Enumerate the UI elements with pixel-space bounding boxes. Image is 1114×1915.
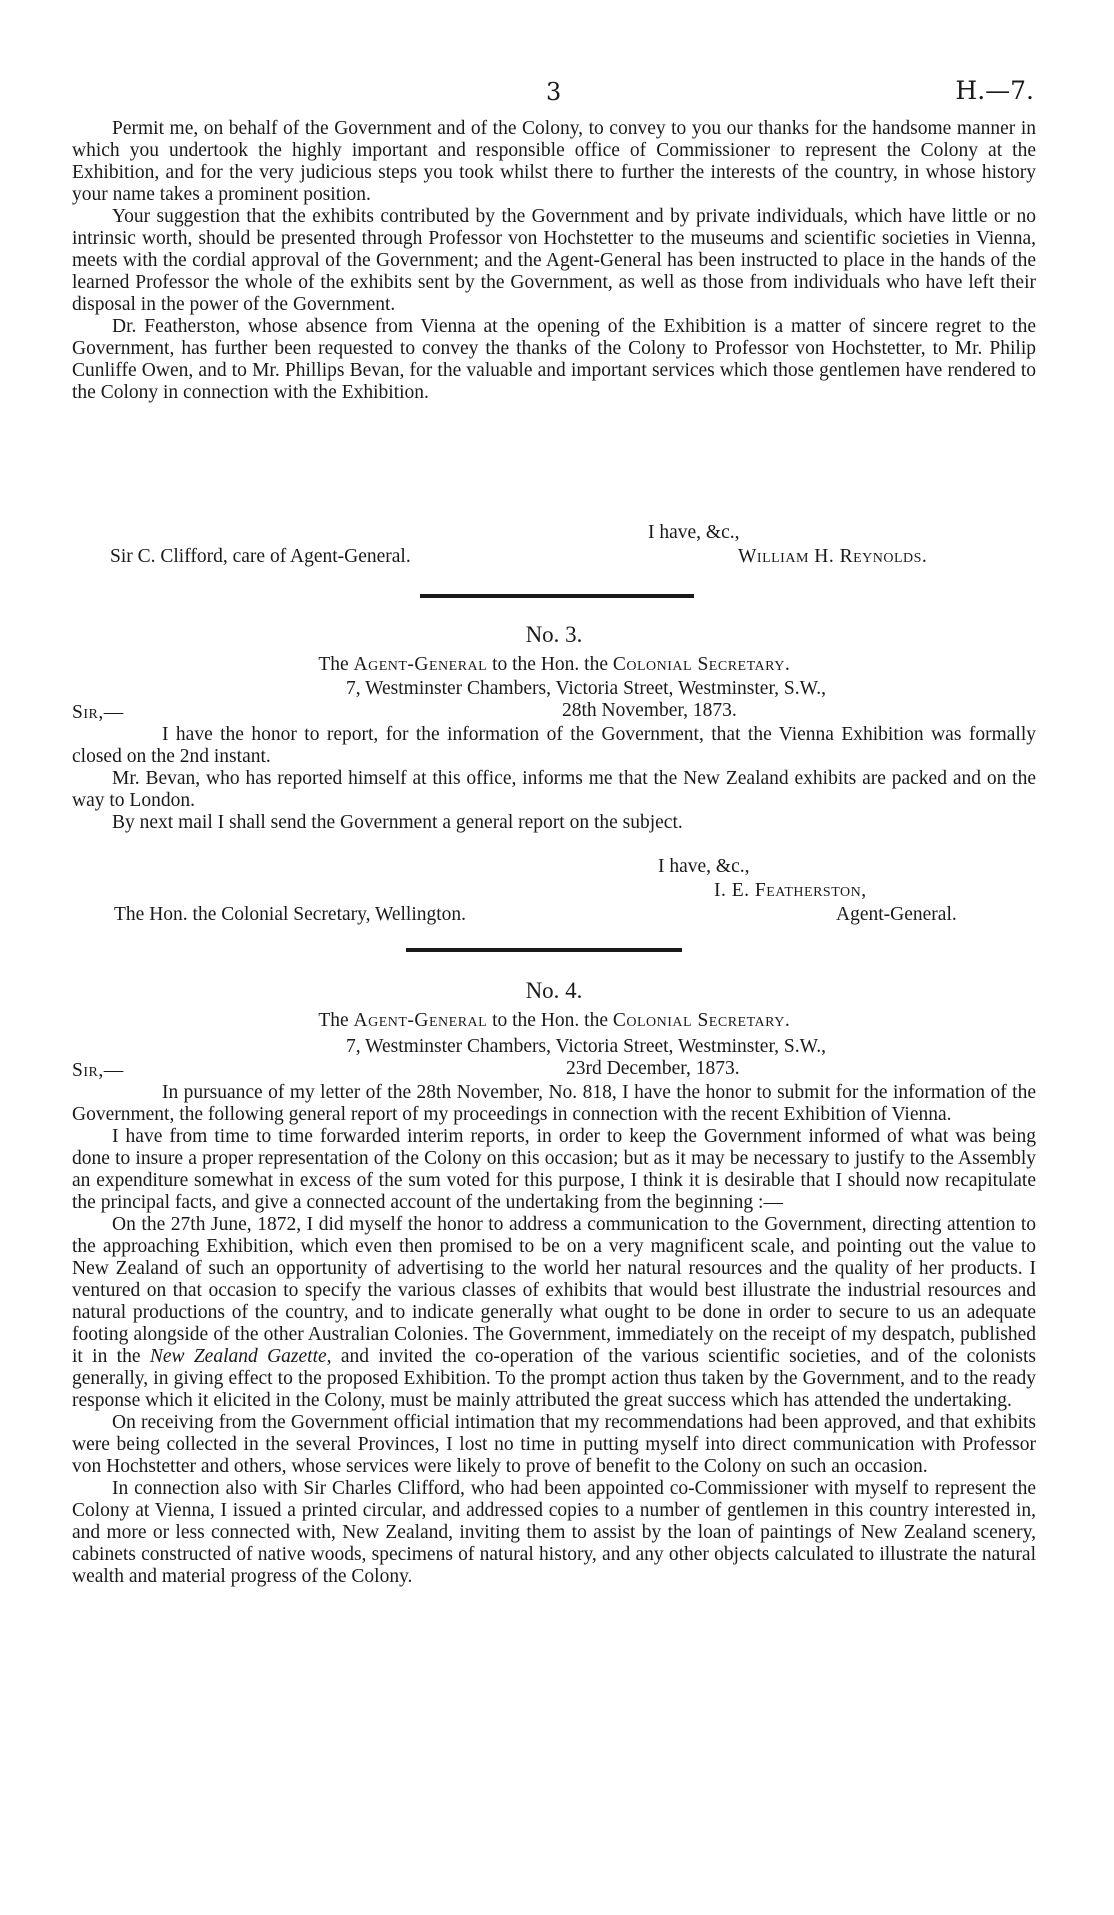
- salutation: Sir,—: [72, 702, 124, 723]
- paragraph: I have the honor to report, for the information of the Government, that the Vienna Exhibition was formally closed on the 2nd instant.: [72, 724, 1036, 767]
- section-divider: [406, 948, 682, 952]
- letter-3-body: [72, 724, 1036, 834]
- letter-title: The Agent-General to the Hon. the Colonial Secretary.: [318, 1010, 790, 1031]
- document-reference: H.—7.: [955, 76, 1034, 105]
- letter-number: No. 4.: [525, 978, 583, 1003]
- page-number: 3: [546, 78, 562, 106]
- paragraph: By next mail I shall send the Government a general report on the subject.: [112, 812, 683, 833]
- gazette-title: New Zealand Gazette: [149, 1346, 327, 1367]
- sender-address: 7, Westminster Chambers, Victoria Street, Westminster, S.W.,: [346, 678, 827, 699]
- paragraph: In pursuance of my letter of the 28th November, No. 818, I have the honor to submit for the information of the Government, the following general report of my proceedings in connection with the recent Exhibition of Vienna.: [72, 1082, 1036, 1125]
- letter-date: 28th November, 1873.: [562, 700, 737, 721]
- signature-title: Agent-General.: [836, 904, 957, 925]
- paragraph: On receiving from the Government official intimation that my recommendations had been approved, and that exhibits were being collected in the several Provinces, I lost no time in putting myself into direct communication with Professor von Hochstetter and others, whose services were likely to prove of benefit to the Colony on such an occasion.: [72, 1412, 1036, 1477]
- letter-title: The Agent-General to the Hon. the Colonial Secretary.: [318, 654, 790, 675]
- letter-4-body: [72, 1082, 1036, 1588]
- closing: I have, &c.,: [648, 522, 740, 543]
- signature: William H. Reynolds.: [738, 546, 928, 567]
- closing: I have, &c.,: [658, 856, 750, 877]
- paragraph: On the 27th June, 1872, I did myself the honor to address a communication to the Government, directing attention to the approaching Exhibition, which even then promised to be on a very magnificent scale, and pointing out the value to New Zealand of such an opportunity of advertising to the world her natural resources and the quality of her products. I ventured on that occasion to specify the various classes of exhibits that would best illustrate the industrial resources and natural productions of the country, and to indicate generally what ought to be done in order to secure to us an adequate footing alongside of the other Australian Colonies. The Government, immediately on the receipt of my despatch, published it in the New Zealand Gazette, and invited the co-operation of the various scientific societies, and of the colonists generally, in giving effect to the proposed Exhibition. To the prompt action thus taken by the Government, and to the ready response which it elicited in the Colony, must be mainly attributed the great success which has attended the undertaking.: [72, 1214, 1036, 1411]
- addressee: Sir C. Clifford, care of Agent-General.: [110, 546, 411, 567]
- paragraph: Dr. Featherston, whose absence from Vienna at the opening of the Exhibition is a matter of sincere regret to the Government, has further been requested to convey the thanks of the Colony to Professor von Hochstetter, to Mr. Philip Cunliffe Owen, and to Mr. Phillips Bevan, for the valuable and important services which those gentlemen have rendered to the Colony in connection with the Exhibition.: [72, 316, 1036, 403]
- signature: I. E. Featherston,: [714, 880, 867, 901]
- paragraph: In connection also with Sir Charles Clifford, who had been appointed co-Commissioner with myself to represent the Colony at Vienna, I issued a printed circular, and addressed copies to a number of gentlemen in this country interested in, and more or less connected with, New Zealand, inviting them to assist by the loan of paintings of New Zealand scenery, cabinets constructed of native woods, specimens of natural history, and any other objects calculated to illustrate the natural wealth and material progress of the Colony.: [72, 1478, 1036, 1587]
- sender-address: 7, Westminster Chambers, Victoria Street, Westminster, S.W.,: [346, 1036, 827, 1057]
- paragraph: Permit me, on behalf of the Government and of the Colony, to convey to you our thanks for the handsome manner in which you undertook the highly important and responsible office of Commissioner to represent the Colony at the Exhibition, and for the very judicious steps you took whilst there to further the interests of the country, in whose history your name takes a prominent position.: [72, 118, 1036, 205]
- letter-number: No. 3.: [525, 622, 583, 647]
- addressee: The Hon. the Colonial Secretary, Wellington.: [114, 904, 467, 925]
- letter-2-body: [72, 118, 1036, 404]
- letter-date: 23rd December, 1873.: [566, 1058, 740, 1079]
- section-divider: [420, 594, 694, 598]
- salutation: Sir,—: [72, 1060, 124, 1081]
- paragraph: I have from time to time forwarded interim reports, in order to keep the Government informed of what was being done to insure a proper representation of the Colony on this occasion; but as it may be necessary to justify to the Assembly an expenditure somewhat in excess of the sum voted for this purpose, I think it is desirable that I should now recapitulate the principal facts, and give a connected account of the undertaking from the beginning :—: [72, 1126, 1036, 1213]
- paragraph: Mr. Bevan, who has reported himself at this office, informs me that the New Zealand exhibits are packed and on the way to London.: [72, 768, 1036, 811]
- paragraph: Your suggestion that the exhibits contributed by the Government and by private individuals, which have little or no intrinsic worth, should be presented through Professor von Hochstetter to the museums and scientific societies in Vienna, meets with the cordial approval of the Government; and the Agent-General has been instructed to place in the hands of the learned Professor the whole of the exhibits sent by the Government, as well as those from individuals who have left their disposal in the power of the Government.: [72, 206, 1036, 315]
